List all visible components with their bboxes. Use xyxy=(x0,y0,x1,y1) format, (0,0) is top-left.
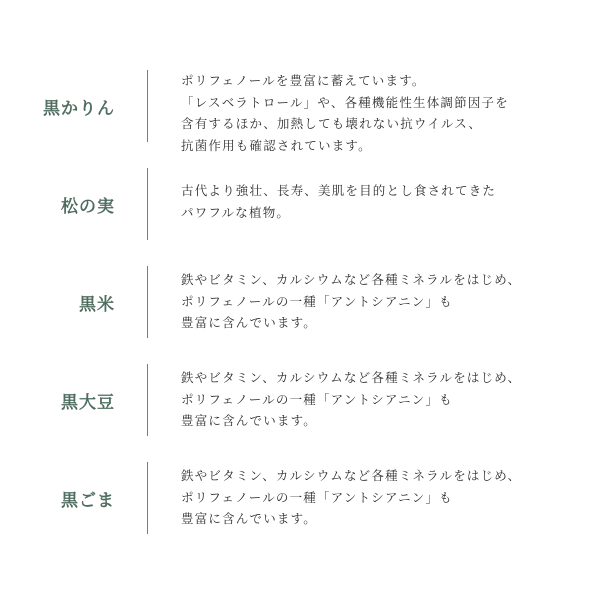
ingredient-item-kurokarin xyxy=(0,70,600,153)
vertical-divider xyxy=(147,462,148,534)
vertical-divider xyxy=(147,266,148,338)
ingredient-item-kuromai xyxy=(0,266,600,338)
ingredient-name: 黒米 xyxy=(79,294,115,315)
ingredient-name: 松の実 xyxy=(61,196,115,217)
ingredient-description xyxy=(181,180,591,223)
ingredient-item-kurogoma xyxy=(0,462,600,534)
description-line: ポリフェノールを豊富に蓄えています。 xyxy=(181,73,426,88)
vertical-divider xyxy=(147,168,148,240)
description-line: 「レスベラトロール」や、各種機能性生体調節因子を xyxy=(181,94,509,110)
ingredient-item-matsunomi xyxy=(0,168,600,240)
ingredient-name: 黒ごま xyxy=(61,490,115,511)
description-line: 豊富に含んでいます。 xyxy=(181,315,318,330)
description-line: 古代より強壮、長寿、美肌を目的とし食されてきた xyxy=(181,183,497,198)
ingredient-description xyxy=(181,465,591,530)
description-line: ポリフェノールの一種「アントシアニン」も xyxy=(181,489,453,505)
description-line: 鉄やビタミン、カルシウムなど各種ミネラルをはじめ、 xyxy=(181,468,522,483)
description-line: 含有するほか、加熱しても壊れない抗ウイルス、 xyxy=(181,116,483,131)
description-line: ポリフェノールの一種「アントシアニン」も xyxy=(181,391,453,407)
description-line: 抗菌作用も確認されています。 xyxy=(181,137,372,153)
description-line: パワフルな植物。 xyxy=(181,204,291,220)
vertical-divider xyxy=(147,364,148,436)
vertical-divider xyxy=(147,70,148,142)
description-line: 鉄やビタミン、カルシウムなど各種ミネラルをはじめ、 xyxy=(181,370,522,385)
ingredient-description xyxy=(181,70,591,156)
ingredient-name: 黒大豆 xyxy=(61,392,115,413)
description-line: ポリフェノールの一種「アントシアニン」も xyxy=(181,293,453,309)
description-line: 豊富に含んでいます。 xyxy=(181,413,318,428)
ingredient-item-kurodaizu xyxy=(0,364,600,436)
ingredient-description xyxy=(181,367,591,432)
ingredient-name: 黒かりん xyxy=(43,98,115,119)
description-line: 豊富に含んでいます。 xyxy=(181,511,318,526)
description-line: 鉄やビタミン、カルシウムなど各種ミネラルをはじめ、 xyxy=(181,272,522,287)
ingredient-description xyxy=(181,269,591,334)
